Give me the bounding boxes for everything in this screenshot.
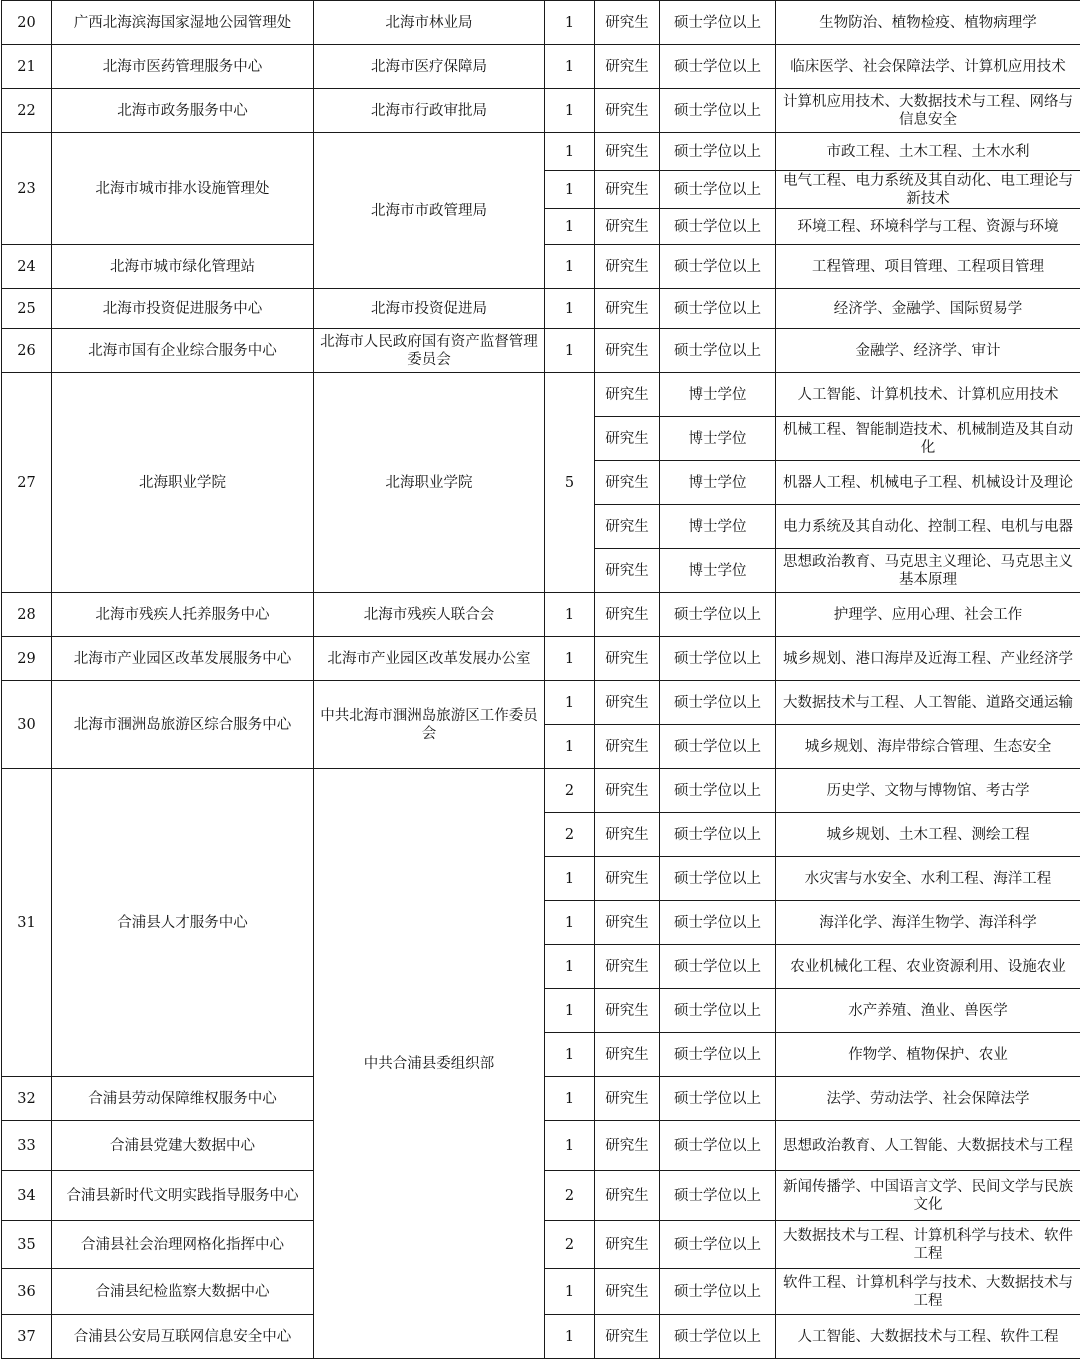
row-number: 30 xyxy=(2,681,52,769)
education-type: 研究生 xyxy=(595,857,660,901)
degree-requirement: 硕士学位以上 xyxy=(660,725,776,769)
major-requirement: 市政工程、土木工程、土木水利 xyxy=(776,133,1080,171)
post-count: 1 xyxy=(545,133,595,171)
degree-requirement: 博士学位 xyxy=(660,373,776,417)
row-number: 29 xyxy=(2,637,52,681)
major-requirement: 城乡规划、港口海岸及近海工程、产业经济学 xyxy=(776,637,1080,681)
post-count: 1 xyxy=(545,1077,595,1121)
major-requirement: 农业机械化工程、农业资源利用、设施农业 xyxy=(776,945,1080,989)
education-type: 研究生 xyxy=(595,1033,660,1077)
employer-unit: 北海市城市排水设施管理处 xyxy=(52,133,314,245)
post-count: 1 xyxy=(545,45,595,89)
employer-unit: 合浦县劳动保障维权服务中心 xyxy=(52,1077,314,1121)
degree-requirement: 硕士学位以上 xyxy=(660,289,776,329)
degree-requirement: 硕士学位以上 xyxy=(660,171,776,209)
major-requirement: 历史学、文物与博物馆、考古学 xyxy=(776,769,1080,813)
education-type: 研究生 xyxy=(595,813,660,857)
table-row xyxy=(2,45,1080,89)
table-row xyxy=(2,373,1080,417)
employer-unit: 合浦县公安局互联网信息安全中心 xyxy=(52,1315,314,1359)
row-number: 36 xyxy=(2,1269,52,1315)
post-count: 1 xyxy=(545,945,595,989)
supervising-dept: 北海市行政审批局 xyxy=(314,89,545,133)
post-count: 1 xyxy=(545,1269,595,1315)
table-row xyxy=(2,89,1080,133)
table-row xyxy=(2,637,1080,681)
education-type: 研究生 xyxy=(595,89,660,133)
education-type: 研究生 xyxy=(595,329,660,373)
degree-requirement: 硕士学位以上 xyxy=(660,989,776,1033)
education-type: 研究生 xyxy=(595,1,660,45)
row-number: 32 xyxy=(2,1077,52,1121)
degree-requirement: 硕士学位以上 xyxy=(660,209,776,245)
education-type: 研究生 xyxy=(595,209,660,245)
major-requirement: 电气工程、电力系统及其自动化、电工理论与新技术 xyxy=(776,171,1080,209)
major-requirement: 软件工程、计算机科学与技术、大数据技术与工程 xyxy=(776,1269,1080,1315)
education-type: 研究生 xyxy=(595,681,660,725)
degree-requirement: 硕士学位以上 xyxy=(660,133,776,171)
education-type: 研究生 xyxy=(595,289,660,329)
degree-requirement: 硕士学位以上 xyxy=(660,1315,776,1359)
supervising-dept: 北海职业学院 xyxy=(314,373,545,593)
major-requirement: 大数据技术与工程、人工智能、道路交通运输 xyxy=(776,681,1080,725)
table-row xyxy=(2,329,1080,373)
table-row xyxy=(2,593,1080,637)
degree-requirement: 硕士学位以上 xyxy=(660,329,776,373)
employer-unit: 合浦县社会治理网格化指挥中心 xyxy=(52,1221,314,1269)
education-type: 研究生 xyxy=(595,593,660,637)
post-count: 1 xyxy=(545,171,595,209)
employer-unit: 北海市城市绿化管理站 xyxy=(52,245,314,289)
supervising-dept: 北海市产业园区改革发展办公室 xyxy=(314,637,545,681)
supervising-dept: 北海市残疾人联合会 xyxy=(314,593,545,637)
row-number: 31 xyxy=(2,769,52,1077)
education-type: 研究生 xyxy=(595,133,660,171)
major-requirement: 城乡规划、海岸带综合管理、生态安全 xyxy=(776,725,1080,769)
education-type: 研究生 xyxy=(595,417,660,461)
major-requirement: 环境工程、环境科学与工程、资源与环境 xyxy=(776,209,1080,245)
post-count: 2 xyxy=(545,813,595,857)
degree-requirement: 博士学位 xyxy=(660,505,776,549)
degree-requirement: 硕士学位以上 xyxy=(660,1269,776,1315)
education-type: 研究生 xyxy=(595,505,660,549)
major-requirement: 临床医学、社会保障法学、计算机应用技术 xyxy=(776,45,1080,89)
row-number: 33 xyxy=(2,1121,52,1171)
degree-requirement: 硕士学位以上 xyxy=(660,637,776,681)
major-requirement: 思想政治教育、人工智能、大数据技术与工程 xyxy=(776,1121,1080,1171)
table-row xyxy=(2,133,1080,171)
degree-requirement: 硕士学位以上 xyxy=(660,813,776,857)
degree-requirement: 硕士学位以上 xyxy=(660,901,776,945)
major-requirement: 新闻传播学、中国语言文学、民间文学与民族文化 xyxy=(776,1171,1080,1221)
major-requirement: 思想政治教育、马克思主义理论、马克思主义基本原理 xyxy=(776,549,1080,593)
major-requirement: 工程管理、项目管理、工程项目管理 xyxy=(776,245,1080,289)
row-number: 26 xyxy=(2,329,52,373)
degree-requirement: 硕士学位以上 xyxy=(660,857,776,901)
major-requirement: 水灾害与水安全、水利工程、海洋工程 xyxy=(776,857,1080,901)
education-type: 研究生 xyxy=(595,1121,660,1171)
major-requirement: 城乡规划、土木工程、测绘工程 xyxy=(776,813,1080,857)
row-number: 34 xyxy=(2,1171,52,1221)
employer-unit: 北海市投资促进服务中心 xyxy=(52,289,314,329)
post-count: 2 xyxy=(545,769,595,813)
post-count: 1 xyxy=(545,1,595,45)
row-number: 20 xyxy=(2,1,52,45)
employer-unit: 合浦县人才服务中心 xyxy=(52,769,314,1077)
education-type: 研究生 xyxy=(595,725,660,769)
table-row xyxy=(2,1,1080,45)
table-row xyxy=(2,769,1080,813)
degree-requirement: 硕士学位以上 xyxy=(660,45,776,89)
major-requirement: 人工智能、大数据技术与工程、软件工程 xyxy=(776,1315,1080,1359)
post-count: 1 xyxy=(545,289,595,329)
degree-requirement: 硕士学位以上 xyxy=(660,1077,776,1121)
education-type: 研究生 xyxy=(595,461,660,505)
row-number: 24 xyxy=(2,245,52,289)
major-requirement: 电力系统及其自动化、控制工程、电机与电器 xyxy=(776,505,1080,549)
employer-unit: 北海职业学院 xyxy=(52,373,314,593)
post-count: 1 xyxy=(545,681,595,725)
employer-unit: 北海市产业园区改革发展服务中心 xyxy=(52,637,314,681)
supervising-dept: 北海市人民政府国有资产监督管理委员会 xyxy=(314,329,545,373)
employer-unit: 广西北海滨海国家湿地公园管理处 xyxy=(52,1,314,45)
row-number: 25 xyxy=(2,289,52,329)
post-count: 1 xyxy=(545,593,595,637)
table-row xyxy=(2,289,1080,329)
education-type: 研究生 xyxy=(595,171,660,209)
education-type: 研究生 xyxy=(595,1315,660,1359)
post-count: 1 xyxy=(545,329,595,373)
education-type: 研究生 xyxy=(595,901,660,945)
post-count: 5 xyxy=(545,373,595,593)
table-row xyxy=(2,681,1080,725)
employer-unit: 北海市残疾人托养服务中心 xyxy=(52,593,314,637)
major-requirement: 大数据技术与工程、计算机科学与技术、软件工程 xyxy=(776,1221,1080,1269)
post-count: 2 xyxy=(545,1171,595,1221)
employer-unit: 合浦县新时代文明实践指导服务中心 xyxy=(52,1171,314,1221)
education-type: 研究生 xyxy=(595,1171,660,1221)
recruitment-table xyxy=(1,0,1080,1359)
education-type: 研究生 xyxy=(595,769,660,813)
post-count: 1 xyxy=(545,901,595,945)
post-count: 1 xyxy=(545,637,595,681)
degree-requirement: 硕士学位以上 xyxy=(660,1,776,45)
post-count: 1 xyxy=(545,857,595,901)
degree-requirement: 硕士学位以上 xyxy=(660,245,776,289)
employer-unit: 合浦县党建大数据中心 xyxy=(52,1121,314,1171)
major-requirement: 人工智能、计算机技术、计算机应用技术 xyxy=(776,373,1080,417)
supervising-dept: 中共北海市涠洲岛旅游区工作委员会 xyxy=(314,681,545,769)
post-count: 1 xyxy=(545,209,595,245)
row-number: 27 xyxy=(2,373,52,593)
degree-requirement: 硕士学位以上 xyxy=(660,681,776,725)
education-type: 研究生 xyxy=(595,1077,660,1121)
education-type: 研究生 xyxy=(595,637,660,681)
education-type: 研究生 xyxy=(595,373,660,417)
major-requirement: 水产养殖、渔业、兽医学 xyxy=(776,989,1080,1033)
row-number: 21 xyxy=(2,45,52,89)
degree-requirement: 硕士学位以上 xyxy=(660,769,776,813)
employer-unit: 北海市国有企业综合服务中心 xyxy=(52,329,314,373)
major-requirement: 计算机应用技术、大数据技术与工程、网络与信息安全 xyxy=(776,89,1080,133)
employer-unit: 北海市医药管理服务中心 xyxy=(52,45,314,89)
employer-unit: 北海市政务服务中心 xyxy=(52,89,314,133)
post-count: 1 xyxy=(545,725,595,769)
post-count: 1 xyxy=(545,1121,595,1171)
post-count: 1 xyxy=(545,1315,595,1359)
employer-unit: 北海市涠洲岛旅游区综合服务中心 xyxy=(52,681,314,769)
supervising-dept: 北海市市政管理局 xyxy=(314,133,545,289)
education-type: 研究生 xyxy=(595,45,660,89)
row-number: 37 xyxy=(2,1315,52,1359)
degree-requirement: 硕士学位以上 xyxy=(660,593,776,637)
major-requirement: 护理学、应用心理、社会工作 xyxy=(776,593,1080,637)
supervising-dept: 北海市林业局 xyxy=(314,1,545,45)
education-type: 研究生 xyxy=(595,989,660,1033)
row-number: 23 xyxy=(2,133,52,245)
degree-requirement: 博士学位 xyxy=(660,461,776,505)
degree-requirement: 硕士学位以上 xyxy=(660,1171,776,1221)
row-number: 35 xyxy=(2,1221,52,1269)
degree-requirement: 硕士学位以上 xyxy=(660,1121,776,1171)
degree-requirement: 硕士学位以上 xyxy=(660,89,776,133)
degree-requirement: 博士学位 xyxy=(660,549,776,593)
education-type: 研究生 xyxy=(595,945,660,989)
major-requirement: 海洋化学、海洋生物学、海洋科学 xyxy=(776,901,1080,945)
post-count: 1 xyxy=(545,89,595,133)
degree-requirement: 硕士学位以上 xyxy=(660,945,776,989)
major-requirement: 机械工程、智能制造技术、机械制造及其自动化 xyxy=(776,417,1080,461)
major-requirement: 机器人工程、机械电子工程、机械设计及理论 xyxy=(776,461,1080,505)
major-requirement: 作物学、植物保护、农业 xyxy=(776,1033,1080,1077)
degree-requirement: 硕士学位以上 xyxy=(660,1221,776,1269)
row-number: 22 xyxy=(2,89,52,133)
post-count: 2 xyxy=(545,1221,595,1269)
supervising-dept: 中共合浦县委组织部 xyxy=(314,769,545,1359)
major-requirement: 法学、劳动法学、社会保障法学 xyxy=(776,1077,1080,1121)
education-type: 研究生 xyxy=(595,1269,660,1315)
supervising-dept: 北海市医疗保障局 xyxy=(314,45,545,89)
education-type: 研究生 xyxy=(595,1221,660,1269)
major-requirement: 金融学、经济学、审计 xyxy=(776,329,1080,373)
major-requirement: 经济学、金融学、国际贸易学 xyxy=(776,289,1080,329)
degree-requirement: 硕士学位以上 xyxy=(660,1033,776,1077)
education-type: 研究生 xyxy=(595,549,660,593)
row-number: 28 xyxy=(2,593,52,637)
post-count: 1 xyxy=(545,1033,595,1077)
supervising-dept: 北海市投资促进局 xyxy=(314,289,545,329)
education-type: 研究生 xyxy=(595,245,660,289)
post-count: 1 xyxy=(545,245,595,289)
major-requirement: 生物防治、植物检疫、植物病理学 xyxy=(776,1,1080,45)
post-count: 1 xyxy=(545,989,595,1033)
employer-unit: 合浦县纪检监察大数据中心 xyxy=(52,1269,314,1315)
degree-requirement: 博士学位 xyxy=(660,417,776,461)
